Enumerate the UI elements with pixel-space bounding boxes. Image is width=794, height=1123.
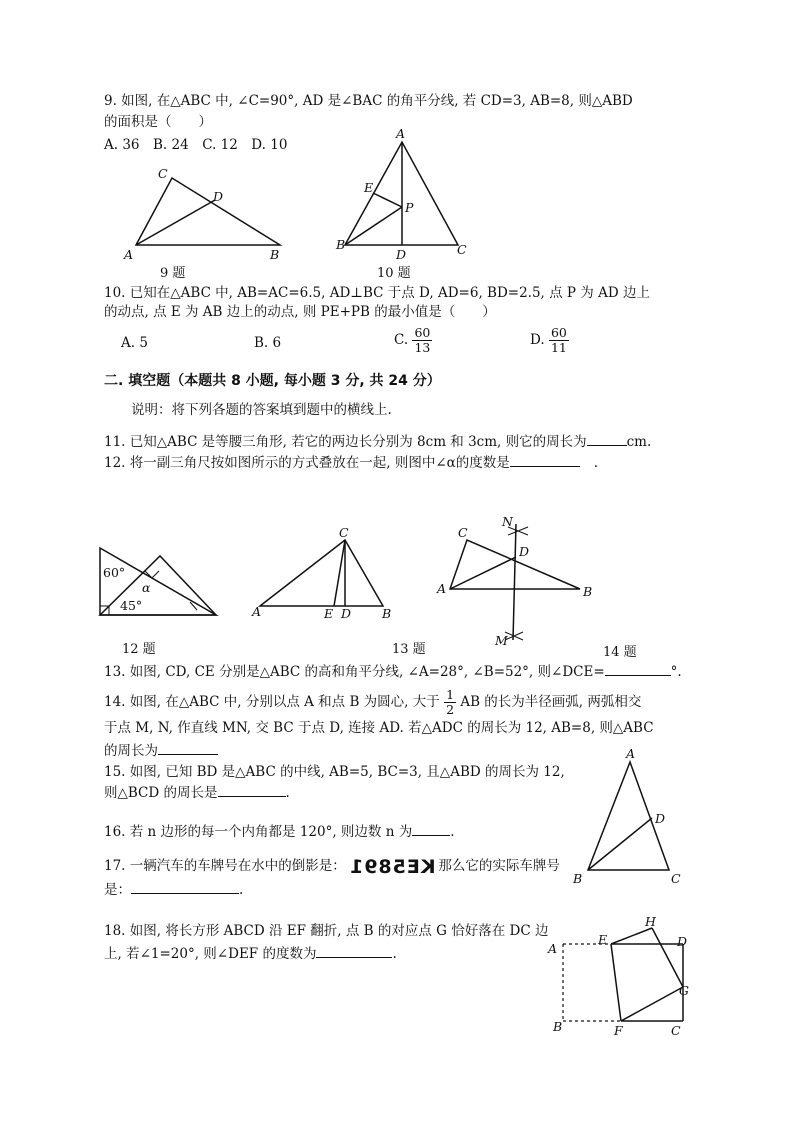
q13-label-d: D bbox=[341, 606, 352, 621]
q10-line1: 10. 已知在△ABC 中, AB=AC=6.5, AD⊥BC 于点 D, AD=6, BD=2.5, 点 P 为 AD 边上 bbox=[104, 285, 650, 301]
q14-line2: 于点 M, N, 作直线 MN, 交 BC 于点 D, 连接 AD. 若△ADC 的周长为 12, AB=8, 则△ABC bbox=[104, 720, 654, 736]
q12-angle60: 60° bbox=[103, 565, 126, 580]
q14-line3: 的周长为 bbox=[104, 740, 218, 760]
q13-label-c: C bbox=[339, 525, 349, 540]
q12-angle45: 45° bbox=[120, 598, 143, 613]
q14-label-b: B bbox=[583, 584, 593, 599]
q9-options: A. 36 B. 24 C. 12 D. 10 bbox=[104, 137, 288, 153]
q10-opt-c: C. $\frac{60}{13}$ bbox=[394, 325, 431, 355]
q18-label-g: G bbox=[679, 983, 689, 998]
q14-label-n: N bbox=[502, 514, 513, 529]
q13-label-e: E bbox=[324, 606, 334, 621]
q10-label-c: C bbox=[457, 242, 467, 257]
q10-label-p: P bbox=[405, 200, 414, 215]
section2-note: 说明：将下列各题的答案填到题中的横线上. bbox=[131, 402, 392, 418]
q15-line2: 则△BCD 的周长是 . bbox=[104, 782, 290, 802]
q9-label-a: A bbox=[124, 247, 134, 262]
q14-label-c: C bbox=[458, 525, 468, 540]
q10-caption: 10 题 bbox=[377, 266, 411, 281]
q10-label-d: D bbox=[396, 247, 407, 262]
q10-opt-b: B. 6 bbox=[254, 335, 282, 351]
q9-line1: 9. 如图, 在△ABC 中, ∠C=90°, AD 是∠BAC 的角平分线, 若 CD=3, AB=8, 则△ABD bbox=[104, 93, 633, 109]
q10-line2: 的动点, 点 E 为 AB 边上的动点, 则 PE+PB 的最小值是（ ） bbox=[104, 304, 496, 320]
q14-caption: 14 题 bbox=[603, 645, 637, 660]
q17-line2: 是： . bbox=[104, 879, 243, 899]
q18-label-c: C bbox=[671, 1023, 681, 1038]
q15-label-a: A bbox=[626, 746, 636, 761]
q12-alpha: α bbox=[142, 580, 151, 595]
q13-label-b: B bbox=[382, 606, 392, 621]
q18-label-a: A bbox=[548, 941, 558, 956]
q14-label-d: D bbox=[519, 544, 530, 559]
q15-label-c: C bbox=[671, 871, 681, 886]
q9-line2: 的面积是（ ） bbox=[104, 114, 212, 130]
q17-plate-reflection: KE5891 bbox=[348, 856, 436, 878]
q13-label-a: A bbox=[252, 604, 262, 619]
q18-line2: 上, 若∠1=20°, 则∠DEF 的度数为 . bbox=[104, 943, 397, 963]
q10-opt-d: D. $\frac{60}{11}$ bbox=[530, 325, 567, 355]
q18-line1: 18. 如图, 将长方形 ABCD 沿 EF 翻折, 点 B 的对应点 G 恰好落在 DC 边 bbox=[104, 923, 549, 939]
q11: 11. 已知△ABC 是等腰三角形, 若它的两边长分别为 8cm 和 3cm, 则它的周长为 cm. bbox=[104, 431, 651, 451]
q9-caption: 9 题 bbox=[160, 266, 186, 281]
q9-label-b: B bbox=[270, 247, 280, 262]
q10-label-e: E bbox=[364, 180, 374, 195]
q9-label-c: C bbox=[158, 166, 168, 181]
q14-label-a: A bbox=[437, 581, 447, 596]
q10-opt-a: A. 5 bbox=[121, 335, 148, 351]
q13: 13. 如图, CD, CE 分别是△ABC 的高和角平分线, ∠A=28°, ∠B=52°, 则∠DCE= °. bbox=[104, 661, 682, 681]
q9-label-d: D bbox=[213, 189, 224, 204]
q12: 12. 将一副三角尺按如图所示的方式叠放在一起, 则图中∠α的度数是 . bbox=[104, 452, 598, 472]
q10-label-b: B bbox=[336, 237, 346, 252]
q14-label-m: M bbox=[495, 633, 508, 648]
q16: 16. 若 n 边形的每一个内角都是 120°, 则边数 n 为 . bbox=[104, 821, 455, 841]
q15-label-d: D bbox=[655, 811, 666, 826]
q18-label-d: D bbox=[677, 934, 688, 949]
q14-line1: 14. 如图, 在△ABC 中, 分别以点 A 和点 B 为圆心, 大于 $\frac{1}{2}$ AB 的长为半径画弧, 两弧相交 bbox=[104, 687, 642, 717]
q15-label-b: B bbox=[573, 871, 583, 886]
q18-label-h: H bbox=[645, 914, 656, 929]
q13-caption: 13 题 bbox=[392, 642, 426, 657]
q18-label-e: E bbox=[598, 932, 608, 947]
q18-label-f: F bbox=[614, 1023, 623, 1038]
q15-line1: 15. 如图, 已知 BD 是△ABC 的中线, AB=5, BC=3, 且△ABD 的周长为 12, bbox=[104, 764, 565, 780]
q17-line1: 17. 一辆汽车的车牌号在水中的倒影是： KE5891 那么它的实际车牌号 bbox=[104, 856, 560, 878]
section2-title: 二. 填空题（本题共 8 小题, 每小题 3 分, 共 24 分） bbox=[104, 373, 441, 389]
q10-label-a: A bbox=[396, 126, 406, 141]
q18-label-b: B bbox=[553, 1019, 563, 1034]
q12-caption: 12 题 bbox=[122, 642, 156, 657]
